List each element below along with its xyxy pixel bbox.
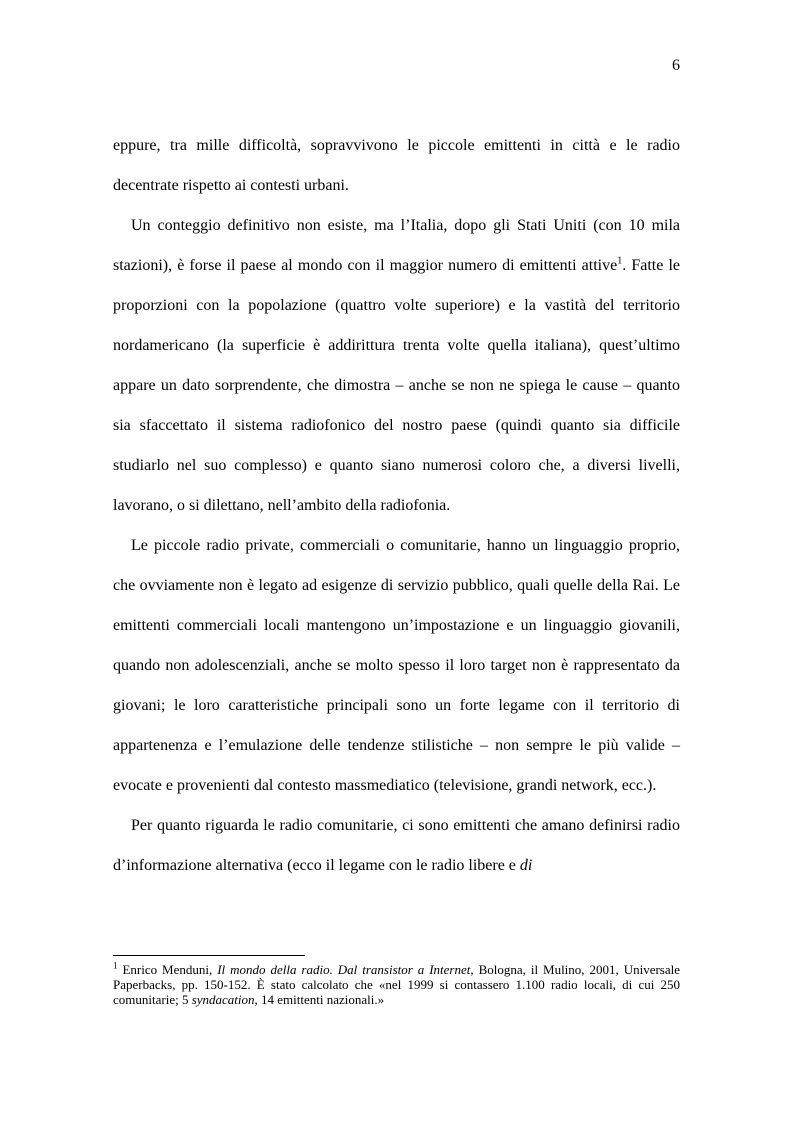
footnote: [113, 962, 680, 1007]
paragraph-4-italic: di: [519, 857, 533, 874]
footnote-text-3: , 14 emittenti nazionali.»: [254, 992, 385, 1007]
page-number: 6: [672, 57, 680, 74]
footnote-text-1: Enrico Menduni,: [117, 962, 218, 977]
paragraph-4-text: Per quanto riguarda le radio comunitarie, ci sono emittenti che amano definirsi radio d’informazione alternativa (ecco il legame con le radio libere e: [113, 817, 680, 874]
footnote-text-2: , Bologna, il Mulino, 2001, Universale Paperbacks, pp. 150-152. È stato calcolato che «nel 1999 si contassero 1.100 radio locali, di cui 250 comunitarie; 5: [113, 962, 681, 1007]
paragraph-1-text: eppure, tra mille difficoltà, sopravvivono le piccole emittenti in città e le radio decentrate rispetto ai contesti urbani.: [113, 137, 680, 194]
paragraph-2-text-end: . Fatte le proporzioni con la popolazione (quattro volte superiore) e la vastità del territorio nordamericano (la superficie è addirittura trenta volte quella italiana), quest’ultimo appare un dato sorprendente, che dimostra – anche se non ne spiega le cause – quanto sia sfaccettato il sistema radiofonico del nostro paese (quindi quanto sia difficile studiarlo nel suo complesso) e quanto siano numerosi coloro che, a diversi livelli, lavorano, o si dilettano, nell’ambito della radiofonia.: [113, 257, 680, 514]
footnote-syndacation: syndacation: [191, 992, 255, 1007]
paragraph-3: [113, 526, 680, 806]
paragraph-3-text: Le piccole radio private, commerciali o comunitarie, hanno un linguaggio proprio, che ovviamente non è legato ad esigenze di servizio pubblico, quali quelle della Rai. Le emittenti commerciali locali mantengono un’impostazione e un linguaggio giovanili, quando non adolescenziali, anche se molto spesso il loro target non è rappresentato da giovani; le loro caratteristiche principali sono un forte legame con il territorio di appartenenza e l’emulazione delle tendenze stilistiche – non sempre le più valide – evocate e provenienti dal contesto massmediatico (televisione, grandi network, ecc.).: [113, 537, 680, 794]
paragraph-2-text-start: Un conteggio definitivo non esiste, ma l’Italia, dopo gli Stati Uniti (con 10 mila stazioni), è forse il paese al mondo con il maggior numero di emittenti attive: [113, 217, 680, 274]
footnote-reference: 1: [617, 255, 623, 267]
paragraph-4: [113, 806, 680, 886]
paragraph-2: [113, 206, 680, 526]
footnote-book-title: Il mondo della radio. Dal transistor a Internet: [217, 962, 471, 977]
footnote-separator: [113, 955, 305, 956]
paragraph-1: [113, 126, 680, 206]
footnote-marker: 1: [113, 960, 118, 971]
body-text: [113, 126, 680, 886]
